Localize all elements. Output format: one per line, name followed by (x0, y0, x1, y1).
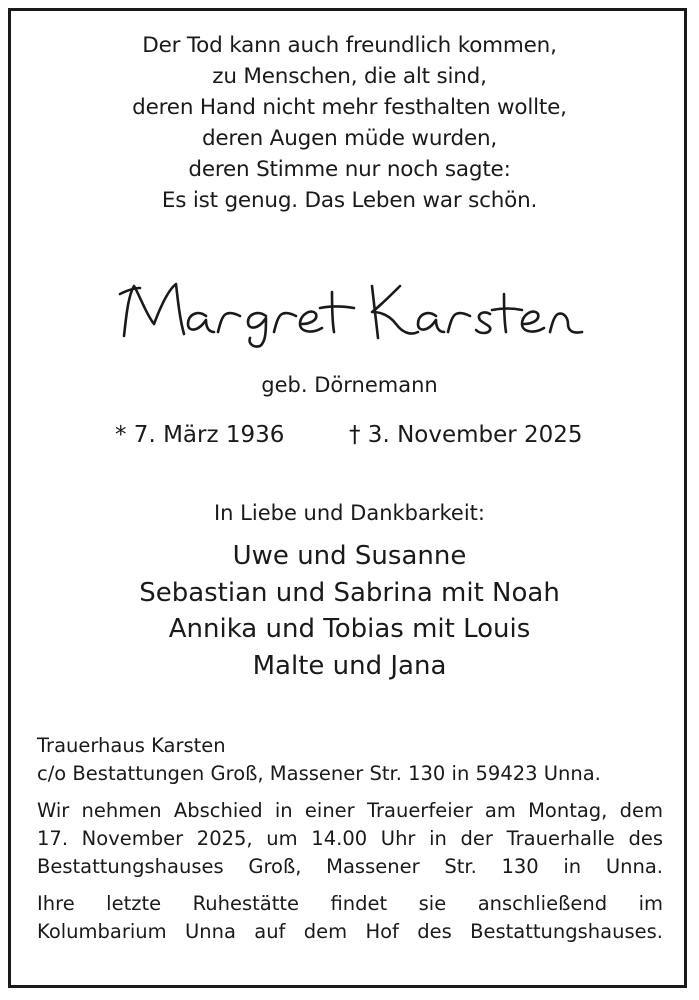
poem-line: deren Stimme nur noch sagte: (188, 157, 511, 182)
resting-place-line: Kolumbarium Unna auf dem Hof des Bestattungshauses. (37, 920, 663, 943)
ceremony-line: Bestattungshauses Groß, Massener Str. 130 in Unna. (37, 855, 663, 878)
resting-place-line: Ihre letzte Ruhestätte findet sie anschließend im (37, 892, 663, 915)
funeral-info (37, 732, 663, 946)
mourning-address: c/o Bestattungen Groß, Massener Str. 130 in 59423 Unna. (37, 762, 601, 785)
deceased-name-signature (110, 268, 590, 348)
death-date: † 3. November 2025 (349, 422, 583, 448)
poem-line: deren Augen müde wurden, (201, 126, 498, 151)
poem-line: zu Menschen, die alt sind, (212, 64, 487, 89)
family-list (0, 538, 699, 684)
family-member: Sebastian und Sabrina mit Noah (139, 577, 560, 608)
poem (0, 30, 699, 216)
poem-line: Es ist genug. Das Leben war schön. (161, 188, 538, 213)
birth-date: * 7. März 1936 (115, 422, 285, 448)
mourning-house: Trauerhaus Karsten (37, 734, 226, 757)
family-member: Malte und Jana (252, 650, 447, 681)
ceremony-paragraph (37, 797, 663, 881)
resting-place-paragraph (37, 890, 663, 946)
signature-script-graphic (110, 268, 590, 348)
family-member: Annika und Tobias mit Louis (168, 614, 531, 644)
maiden-name: geb. Dörnemann (261, 373, 438, 397)
poem-line: deren Hand nicht mehr festhalten wollte, (132, 95, 567, 120)
poem-line: Der Tod kann auch freundlich kommen, (142, 33, 557, 58)
family-member: Uwe und Susanne (232, 541, 467, 571)
ceremony-line: Wir nehmen Abschied in einer Trauerfeier am Montag, dem (37, 799, 663, 822)
thanks-line: In Liebe und Dankbarkeit: (213, 501, 485, 525)
ceremony-line: 17. November 2025, um 14.00 Uhr in der Trauerhalle des (37, 827, 663, 850)
